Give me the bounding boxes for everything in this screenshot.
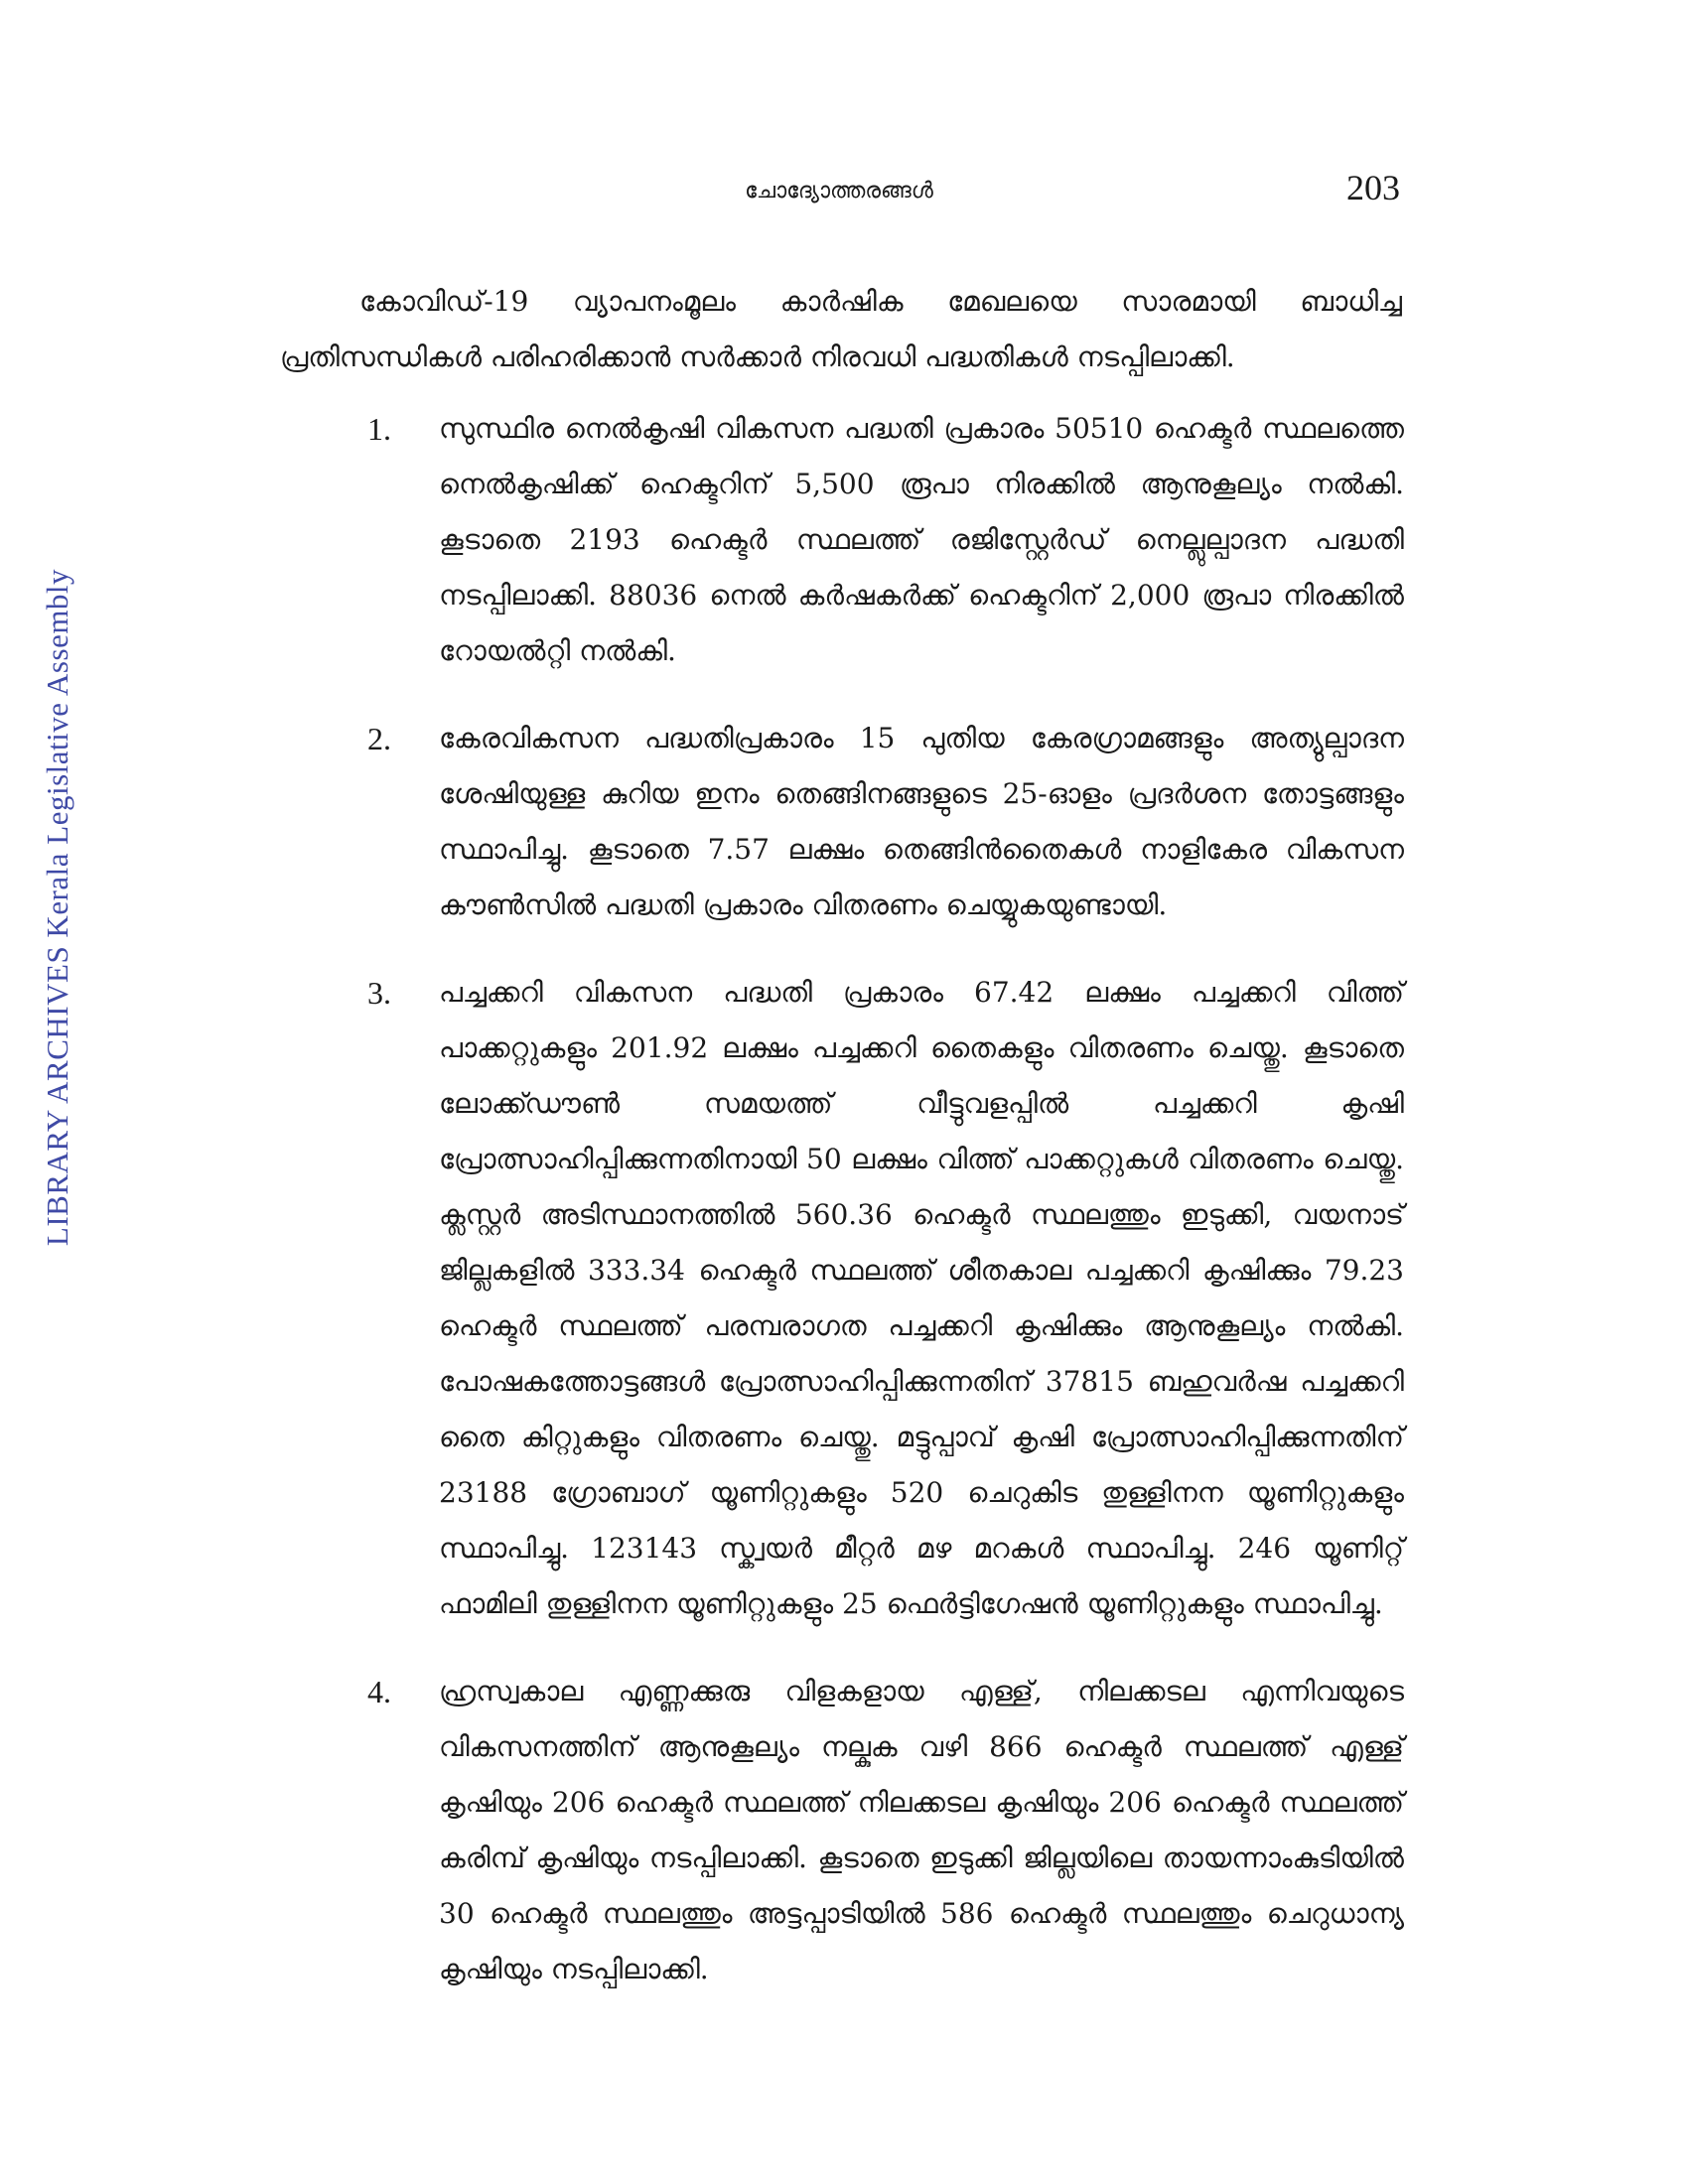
list-item-text: പച്ചക്കറി വികസന പദ്ധതി പ്രകാരം 67.42 ലക്ഷം പച്ചക്കറി വിത്ത് പാക്കറ്റുകളും 201.92 ലക്ഷം പച്ചക്കറി തൈകളും വിതരണം ചെയ്തു. കൂടാതെ ലോക്ക്ഡൗൺ സമയത്ത് വീട്ടുവളപ്പിൽ പച്ചക്കറി കൃഷി പ്രോത്സാഹിപ്പിക്കുന്നതിനായി 50 ലക്ഷം വിത്ത് പാക്കറ്റുകൾ വിതരണം ചെയ്തു. ക്ലസ്റ്റർ അടിസ്ഥാനത്തിൽ 560.36 ഹെക്ടർ സ്ഥലത്തും ഇടുക്കി, വയനാട് ജില്ലകളിൽ 333.34 ഹെക്ടർ സ്ഥലത്ത് ശീതകാല പച്ചക്കറി കൃഷിക്കും 79.23 ഹെക്ടർ സ്ഥലത്ത് പരമ്പരാഗത പച്ചക്കറി കൃഷിക്കും ആനുകൂല്യം നൽകി. പോഷകത്തോട്ടങ്ങൾ പ്രോത്സാഹിപ്പിക്കുന്നതിന് 37815 ബഹുവർഷ പച്ചക്കറി തൈ കിറ്റുകളും വിതരണം ചെയ്തു. മട്ടുപ്പാവ് കൃഷി പ്രോത്സാഹിപ്പിക്കുന്നതിന് 23188 ഗ്രോബാഗ് യൂണിറ്റുകളും 520 ചെറുകിട തുള്ളിനന യൂണിറ്റുകളും സ്ഥാപിച്ചു. 123143 സ്ക്വയർ മീറ്റർ മഴ മറകൾ സ്ഥാപിച്ചു. 246 യൂണിറ്റ് ഫാമിലി തുള്ളിനന യൂണിറ്റുകളും 25 ഫെർട്ടിഗേഷൻ യൂണിറ്റുകളും സ്ഥാപിച്ചു.	[439, 976, 1404, 1620]
library-archives-watermark: LIBRARY ARCHIVES Kerala Legislative Assembly	[40, 568, 74, 1247]
list-item-text: സുസ്ഥിര നെൽകൃഷി വികസന പദ്ധതി പ്രകാരം 50510 ഹെക്ടർ സ്ഥലത്തെ നെൽകൃഷിക്ക് ഹെക്ടറിന് 5,500 രൂപാ നിരക്കിൽ ആനുകൂല്യം നൽകി. കൂടാതെ 2193 ഹെക്ടർ സ്ഥലത്ത് രജിസ്റ്റേർഡ് നെല്ലുല്പാദന പദ്ധതി നടപ്പിലാക്കി. 88036 നെൽ കർഷകർക്ക് ഹെക്ടറിന് 2,000 രൂപാ നിരക്കിൽ റോയൽറ്റി നൽകി.	[439, 412, 1404, 667]
numbered-list	[357, 401, 1404, 2029]
list-item-text: കേരവികസന പദ്ധതിപ്രകാരം 15 പുതിയ കേരഗ്രാമങ്ങളും അത്യുല്പാദന ശേഷിയുള്ള കുറിയ ഇനം തെങ്ങിനങ്ങളുടെ 25-ഓളം പ്രദർശന തോട്ടങ്ങളും സ്ഥാപിച്ചു. കൂടാതെ 7.57 ലക്ഷം തെങ്ങിൻതൈകൾ നാളികേര വികസന കൗൺസിൽ പദ്ധതി പ്രകാരം വിതരണം ചെയ്യുകയുണ്ടായി.	[439, 722, 1404, 921]
list-item	[357, 1664, 1404, 1997]
intro-paragraph: കോവിഡ്-19 വ്യാപനംമൂലം കാർഷിക മേഖലയെ സാരമായി ബാധിച്ച പ്രതിസന്ധികൾ പരിഹരിക്കാൻ സർക്കാർ നിരവധി പദ്ധതികൾ നടപ്പിലാക്കി.	[280, 285, 1402, 373]
list-item-text: ഹ്രസ്വകാല എണ്ണക്കുരു വിളകളായ എള്ള്, നിലക്കടല എന്നിവയുടെ വികസനത്തിന് ആനുകൂല്യം നല്കുക വഴി 866 ഹെക്ടർ സ്ഥലത്ത് എള്ള് കൃഷിയും 206 ഹെക്ടർ സ്ഥലത്ത് നിലക്കടല കൃഷിയും 206 ഹെക്ടർ സ്ഥലത്ത് കരിമ്പ് കൃഷിയും നടപ്പിലാക്കി. കൂടാതെ ഇടുക്കി ജില്ലയിലെ തായന്നാംകുടിയിൽ 30 ഹെക്ടർ സ്ഥലത്തും അട്ടപ്പാടിയിൽ 586 ഹെക്ടർ സ്ഥലത്തും ചെറുധാന്യ കൃഷിയും നടപ്പിലാക്കി.	[439, 1675, 1404, 1985]
list-item-number: 2.	[367, 721, 391, 756]
running-header	[278, 167, 1400, 216]
list-item	[357, 711, 1404, 933]
list-item-number: 4.	[367, 1674, 391, 1709]
running-title: ചോദ്യോത്തരങ്ങൾ	[745, 179, 933, 204]
list-item	[357, 965, 1404, 1632]
list-item-number: 3.	[367, 975, 391, 1011]
list-item-number: 1.	[367, 411, 391, 447]
list-item	[357, 401, 1404, 679]
page-number: 203	[1346, 168, 1400, 207]
